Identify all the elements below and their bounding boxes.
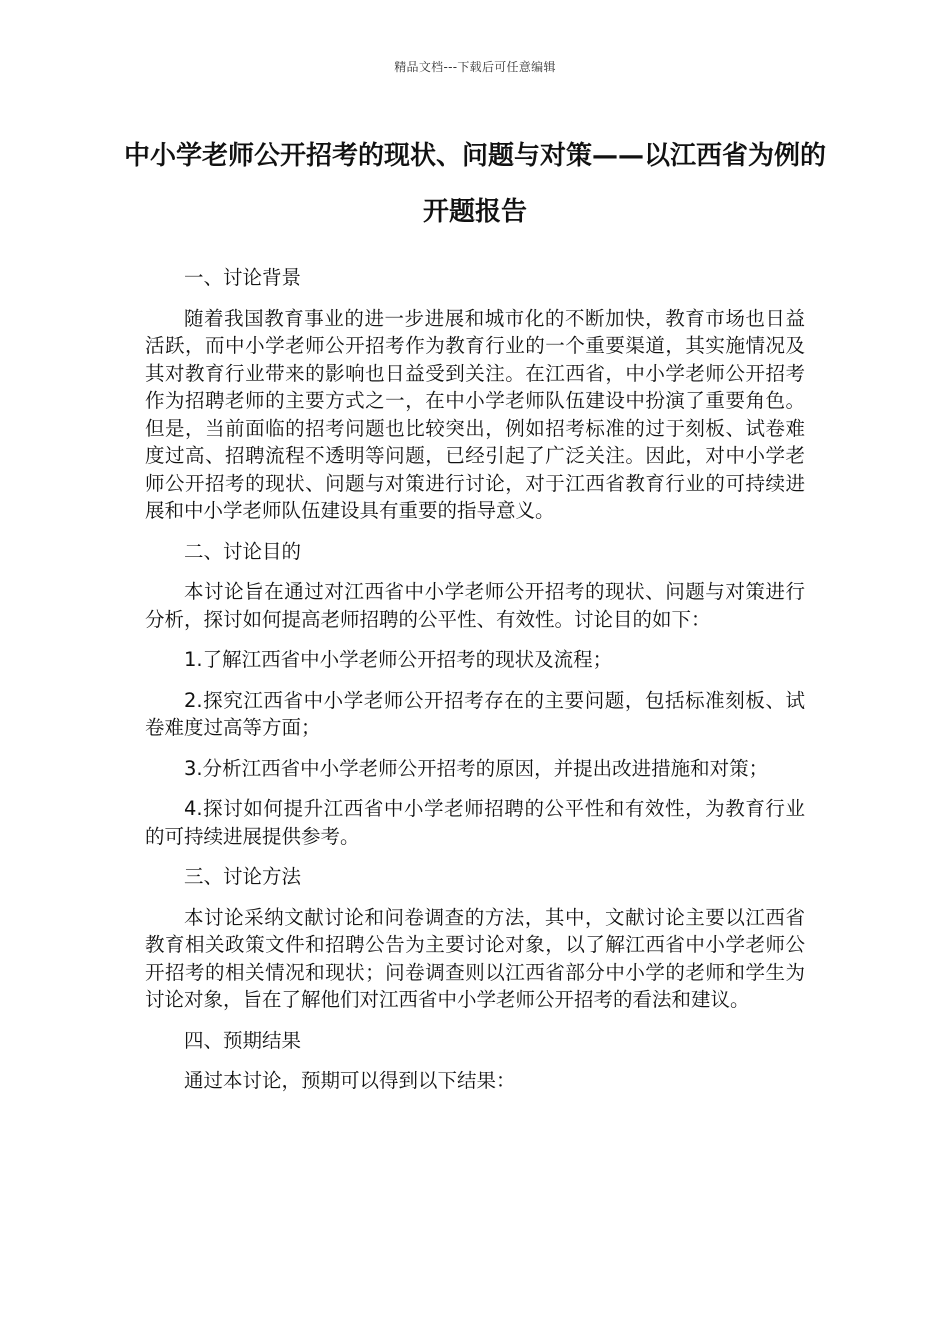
method-paragraph: 本讨论采纳文献讨论和问卷调查的方法，其中，文献讨论主要以江西省教育相关政策文件和招聘公告为主要讨论对象，以了解江西省中小学老师公开招考的相关情况和现状；问卷调查则以江西省部分中小学的老师和学生为讨论对象，旨在了解他们对江西省中小学老师公开招考的看法和建议。 bbox=[145, 905, 805, 1011]
purpose-item: 2.探究江西省中小学老师公开招考存在的主要问题，包括标准刻板、试卷难度过高等方面； bbox=[145, 688, 805, 739]
document-title: 中小学老师公开招考的现状、问题与对策——以江西省为例的开题报告 bbox=[123, 141, 826, 227]
page-header: 精品文档---下载后可任意编辑 bbox=[394, 60, 556, 74]
document-body bbox=[145, 264, 805, 1108]
section-heading-results: 四、预期结果 bbox=[184, 1028, 302, 1052]
purpose-item: 3.分析江西省中小学老师公开招考的原因，并提出改进措施和对策； bbox=[184, 756, 769, 780]
purpose-intro: 本讨论旨在通过对江西省中小学老师公开招考的现状、问题与对策进行分析，探讨如何提高老师招聘的公平性、有效性。讨论目的如下： bbox=[145, 580, 805, 631]
section-heading-method: 三、讨论方法 bbox=[184, 865, 302, 888]
purpose-item: 4.探讨如何提升江西省中小学老师招聘的公平性和有效性，为教育行业的可持续进展提供参考。 bbox=[145, 797, 805, 848]
background-paragraph: 随着我国教育事业的进一步进展和城市化的不断加快，教育市场也日益活跃，而中小学老师公开招考作为教育行业的一个重要渠道，其实施情况及其对教育行业带来的影响也日益受到关注。在江西省，中小学老师公开招考作为招聘老师的主要方式之一，在中小学老师队伍建设中扮演了重要角色。但是，当前面临的招考问题也比较突出，例如招考标准的过于刻板、试卷难度过高、招聘流程不透明等问题，已经引起了广泛关注。因此，对中小学老师公开招考的现状、问题与对策进行讨论，对于江西省教育行业的可持续进展和中小学老师队伍建设具有重要的指导意义。 bbox=[145, 306, 805, 522]
purpose-item: 1.了解江西省中小学老师公开招考的现状及流程； bbox=[184, 648, 613, 671]
results-paragraph: 通过本讨论，预期可以得到以下结果： bbox=[184, 1069, 516, 1092]
section-heading-background: 一、讨论背景 bbox=[184, 266, 302, 289]
section-heading-purpose: 二、讨论目的 bbox=[184, 539, 302, 563]
